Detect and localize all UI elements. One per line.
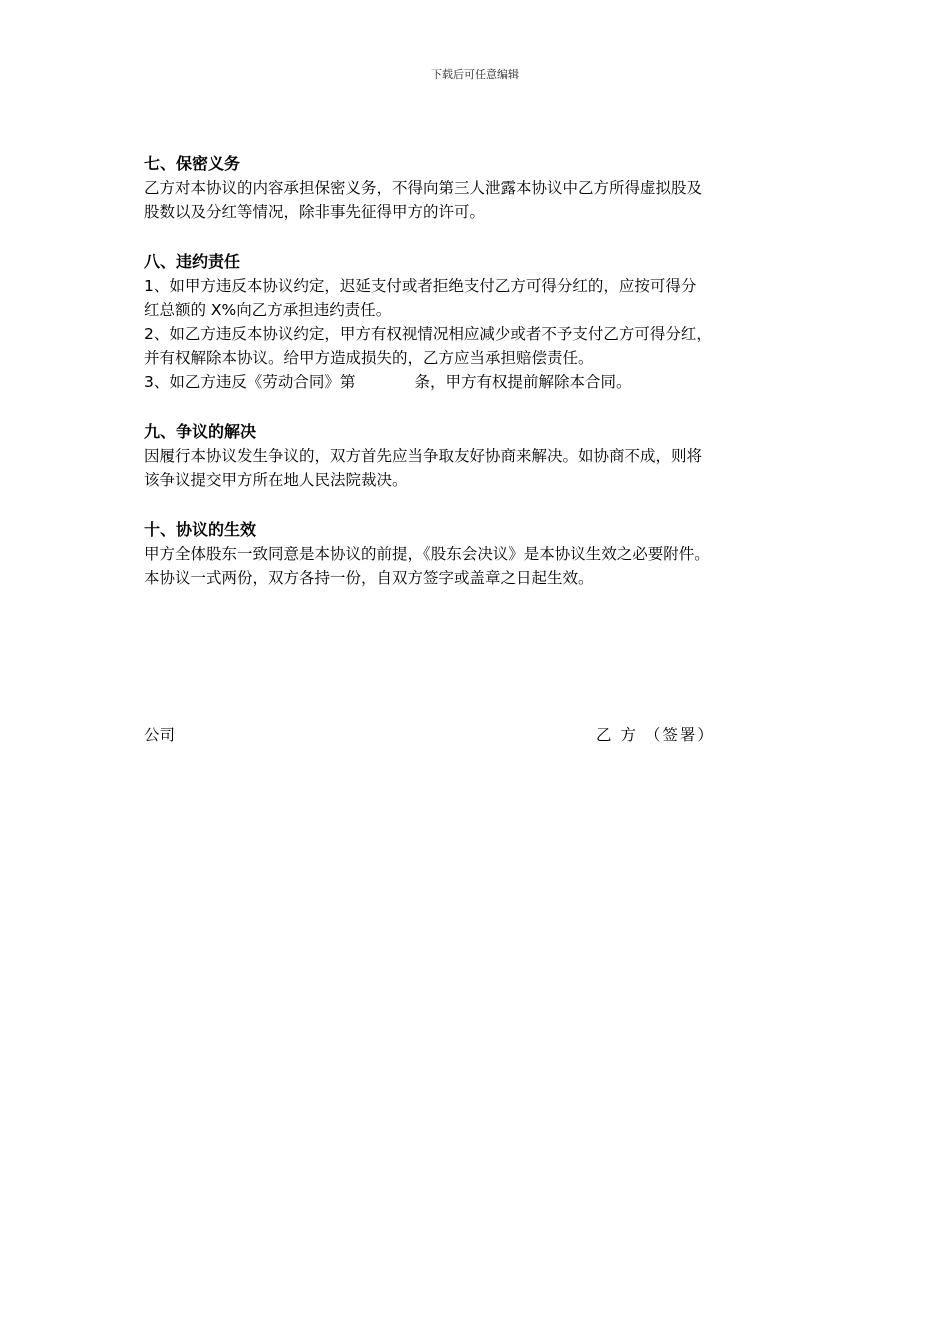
section-effectiveness [144,518,824,590]
paragraph-line: 2、如乙方违反本协议约定，甲方有权视情况相应减少或者不予支付乙方可得分红， [144,325,712,343]
section-title: 九、争议的解决 [144,422,257,441]
page-header-note: 下载后可任意编辑 [431,68,519,81]
section-title: 十、协议的生效 [144,520,257,539]
section-liability [144,250,824,394]
paragraph-line: 红总额的 X%向乙方承担违约责任。 [144,301,392,319]
paragraph-line: 股数以及分红等情况，除非事先征得甲方的许可。 [144,203,486,221]
section-title: 七、保密义务 [144,154,241,173]
paragraph-line: 甲方全体股东一致同意是本协议的前提，《股东会决议》是本协议生效之必要附件。 [144,545,710,563]
paragraph-line: 因履行本协议发生争议的，双方首先应当争取友好协商来解决。如协商不成，则将 [144,447,703,465]
paragraph-line: 并有权解除本协议。给甲方造成损失的，乙方应当承担赔偿责任。 [144,349,594,367]
signature-party-b: 乙 方 （签署） [596,726,715,744]
paragraph-line: 乙方对本协议的内容承担保密义务，不得向第三人泄露本协议中乙方所得虚拟股及 [144,179,703,197]
paragraph-line: 3、如乙方违反《劳动合同》第 条，甲方有权提前解除本合同。 [144,373,632,391]
signature-row [144,723,764,749]
signature-company: 公司 [144,726,176,744]
paragraph-line: 1、如甲方违反本协议约定，迟延支付或者拒绝支付乙方可得分红的，应按可得分 [144,277,697,295]
section-dispute [144,420,824,492]
document-body [144,152,824,616]
section-confidentiality [144,152,824,224]
section-title: 八、违约责任 [144,252,241,271]
paragraph-line: 本协议一式两份，双方各持一份，自双方签字或盖章之日起生效。 [144,569,594,587]
paragraph-line: 该争议提交甲方所在地人民法院裁决。 [144,471,408,489]
